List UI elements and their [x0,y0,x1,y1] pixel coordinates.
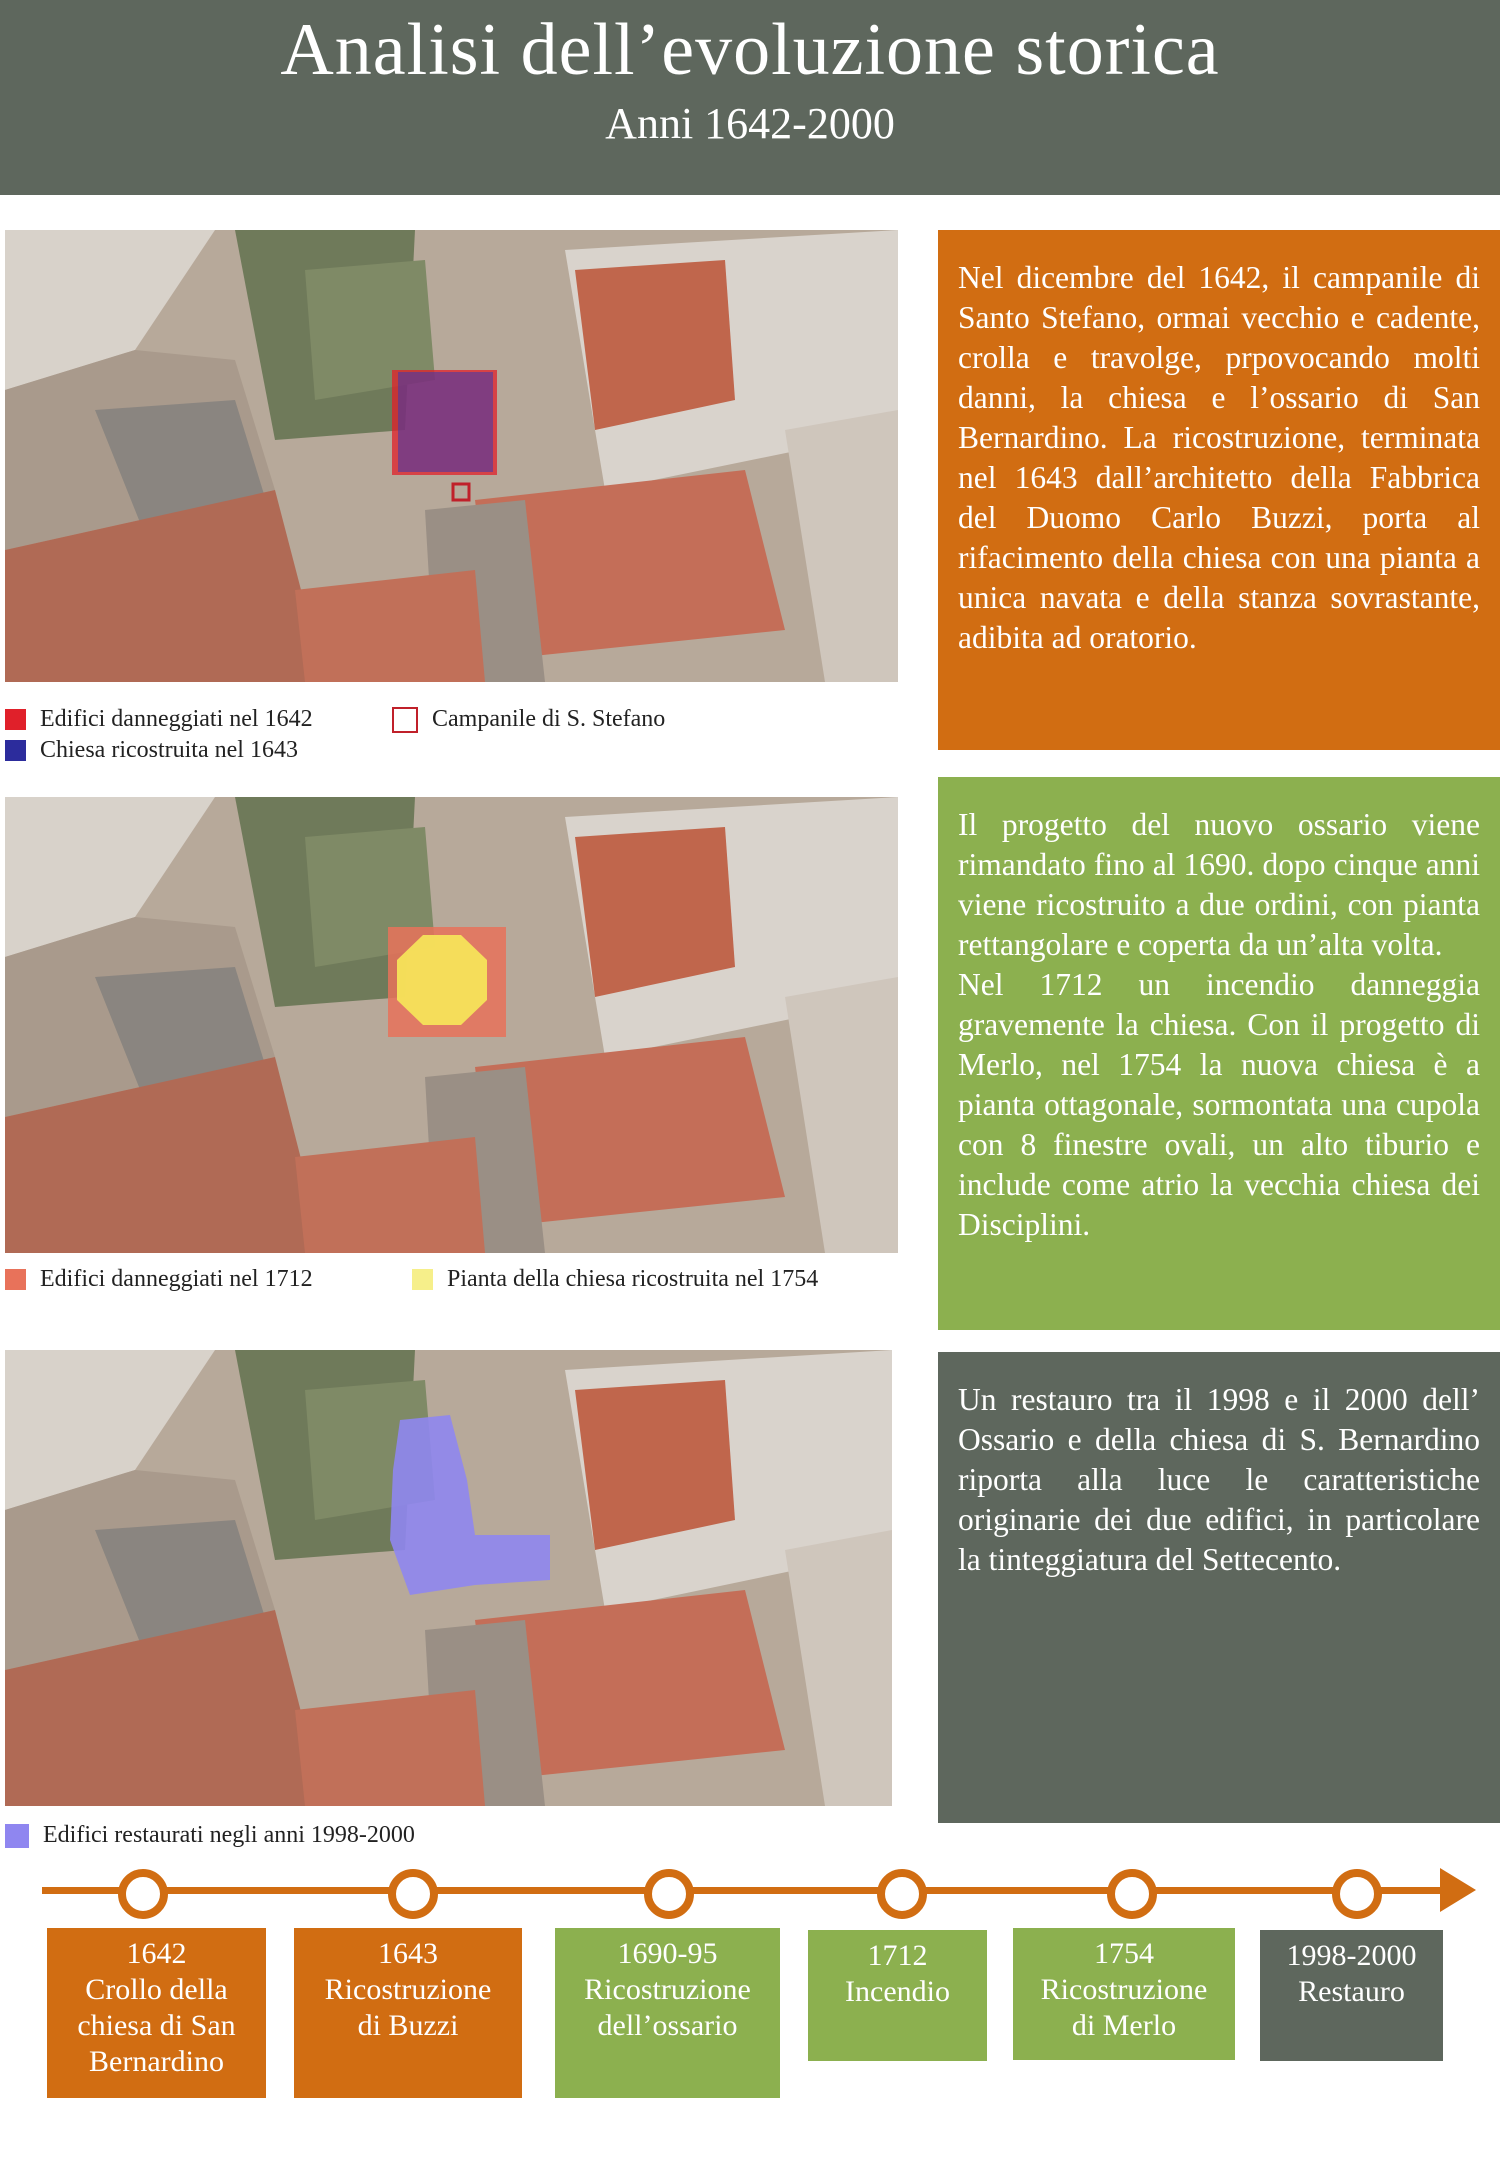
timeline-text: Bernardino [89,2045,224,2078]
timeline-dot [118,1869,168,1919]
legend-label: Edifici restaurati negli anni 1998-2000 [43,1822,415,1848]
timeline-dot [644,1869,694,1919]
legend-item-damaged-1642 [5,706,313,733]
timeline-arrow-icon [1440,1868,1476,1912]
timeline-text: Ricostruzione [584,1973,751,2006]
legend-item-plan-1754 [412,1266,818,1293]
aerial-map-1998 [5,1350,892,1806]
legend-label: Edifici danneggiati nel 1712 [40,1266,313,1292]
timeline-text: di Merlo [1071,2009,1177,2042]
timeline-card-1712 [808,1930,987,2061]
timeline-card-1643 [294,1928,522,2098]
header-banner [0,0,1500,195]
text-panel-1642 [938,230,1500,750]
timeline-text: Incendio [845,1975,950,2008]
timeline-year: 1998-2000 [1286,1939,1417,1972]
aerial-photo-1642 [5,230,898,682]
timeline-card-1690 [555,1928,780,2098]
timeline-dot [1107,1869,1157,1919]
paragraph: Nel 1712 un incendio danneggia gravemente la chiesa. Con il progetto di Merlo, nel 1754 la nuova chiesa è a pianta ottagonale, sormontata una cupola con 8 finestre ovali, un alto tiburio e include come atrio la vecchia chiesa dei Disciplini. [958,967,1480,1242]
timeline-text: chiesa di San [77,2009,236,2042]
paragraph: Nel dicembre del 1642, il campanile di Santo Stefano, ormai vecchio e cadente, crolla e travolge, prpovocando molti danni, la chiesa e l’ossario di San Bernardino. La ricostruzione, terminata nel 1643 dall’architetto della Fabbrica del Duomo Carlo Buzzi, porta al rifacimento della chiesa con una pianta a unica navata e della stanza sovrastante, adibita ad oratorio. [958,260,1480,655]
timeline-line [42,1887,1450,1894]
timeline-card-1642 [47,1928,266,2098]
text-panel-1712 [938,777,1500,1330]
aerial-photo-1998 [5,1350,892,1806]
aerial-map-1642 [5,230,898,682]
legend-item-damaged-1712 [5,1266,313,1293]
timeline-year: 1643 [378,1937,438,1970]
timeline-text: Ricostruzione [1040,1973,1208,2006]
legend-label: Chiesa ricostruita nel 1643 [40,737,298,763]
blue-swatch-icon [5,740,26,761]
legend-label: Campanile di S. Stefano [432,706,666,732]
legend-item-restored-1998 [5,1822,415,1849]
timeline-dot [388,1869,438,1919]
aerial-map-1712 [5,797,898,1253]
legend-label: Pianta della chiesa ricostruita nel 1754 [447,1266,819,1292]
aerial-photo-1712 [5,797,898,1253]
timeline-dot [1332,1869,1382,1919]
page-title: Analisi dell’evoluzione storica [280,9,1220,91]
timeline-year: 1712 [867,1939,928,1972]
timeline-year: 1690-95 [617,1937,718,1970]
salmon-swatch-icon [5,1269,26,1290]
violet-swatch-icon [5,1824,29,1848]
timeline-dot [877,1869,927,1919]
yellow-swatch-icon [412,1269,433,1290]
paragraph: Un restauro tra il 1998 e il 2000 dell’ Ossario e della chiesa di S. Bernardino riporta alla luce le caratteristiche originarie dei due edifici, in particolare la tinteggiatura del Settecento. [958,1382,1480,1577]
timeline-text: Ricostruzione [324,1973,492,2006]
legend-item-campanile [392,706,665,733]
timeline-text: dell’ossario [597,2009,738,2042]
timeline-year: 1642 [126,1937,187,1970]
red-swatch-icon [5,709,26,730]
timeline-text: di Buzzi [357,2009,459,2042]
timeline-text: Restauro [1298,1975,1405,2008]
timeline-card-1754 [1013,1928,1235,2060]
red-outline-swatch-icon [392,707,418,733]
legend-label: Edifici danneggiati nel 1642 [40,706,313,732]
timeline-text: Crollo della [85,1973,228,2006]
timeline-card-1998 [1260,1930,1443,2061]
timeline-year: 1754 [1094,1937,1154,1970]
page-subtitle: Anni 1642-2000 [605,99,895,148]
legend-item-rebuilt-1643 [5,737,298,764]
paragraph: Il progetto del nuovo ossario viene rimandato fino al 1690. dopo cinque anni viene ricostruito a due ordini, con pianta rettangolare e coperta da un’alta volta. [958,807,1480,962]
text-panel-1998 [938,1352,1500,1823]
